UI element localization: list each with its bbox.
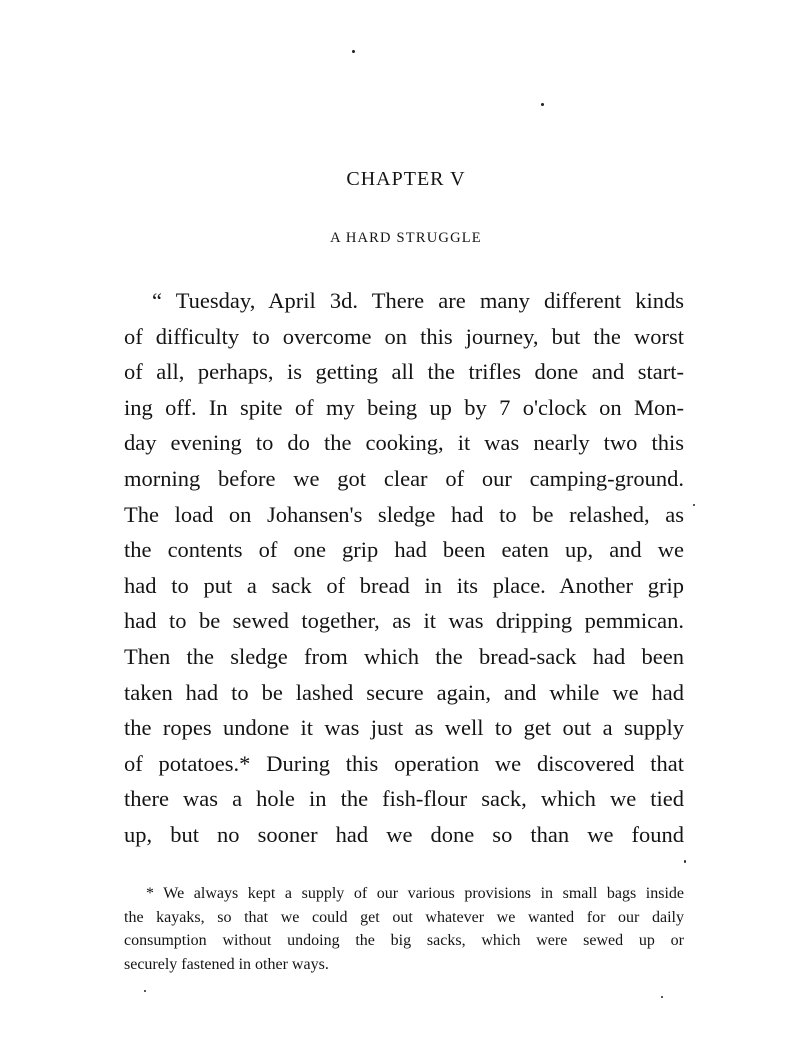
scan-speck [352, 50, 355, 53]
body-line: of all, perhaps, is getting all the trifles done and start- [124, 359, 684, 385]
body-line: of difficulty to overcome on this journey, but the worst [124, 323, 684, 349]
body-line: Then the sledge from which the bread-sack had been [124, 643, 684, 669]
body-line: The load on Johansen's sledge had to be relashed, as [124, 501, 684, 527]
chapter-title: CHAPTER V [346, 168, 466, 190]
scan-speck [541, 103, 544, 106]
body-line: the contents of one grip had been eaten up, and we [124, 537, 684, 563]
footnote [124, 882, 684, 976]
body-line: taken had to be lashed secure again, and while we had [124, 679, 684, 705]
footnote-line: the kayaks, so that we could get out whatever we wanted for our daily [124, 908, 684, 926]
footnote-line: securely fastened in other ways. [124, 955, 329, 973]
body-line: “ Tuesday, April 3d. There are many different kinds [152, 288, 684, 313]
body-line: had to be sewed together, as it was dripping pemmican. [124, 608, 684, 634]
scan-speck [661, 996, 663, 998]
body-line: there was a hole in the fish-flour sack, which we tied [124, 786, 684, 812]
footnote-line: * We always kept a supply of our various provisions in small bags inside [146, 885, 684, 902]
body-text [124, 283, 684, 853]
chapter-subtitle: A HARD STRUGGLE [330, 230, 482, 246]
body-line: day evening to do the cooking, it was nearly two this [124, 430, 684, 456]
scan-speck [693, 504, 695, 506]
body-line: had to put a sack of bread in its place. Another grip [124, 572, 684, 598]
scan-speck [144, 990, 146, 992]
footnote-line: consumption without undoing the big sacks, which were sewed up or [124, 932, 684, 949]
body-line: morning before we got clear of our camping-ground. [124, 465, 684, 491]
body-line: of potatoes.* During this operation we discovered that [124, 750, 684, 776]
body-line: the ropes undone it was just as well to get out a supply [124, 715, 684, 741]
scan-speck [684, 860, 686, 863]
body-line: up, but no sooner had we done so than we found [124, 821, 684, 847]
body-line: ing off. In spite of my being up by 7 o'clock on Mon- [124, 394, 684, 420]
